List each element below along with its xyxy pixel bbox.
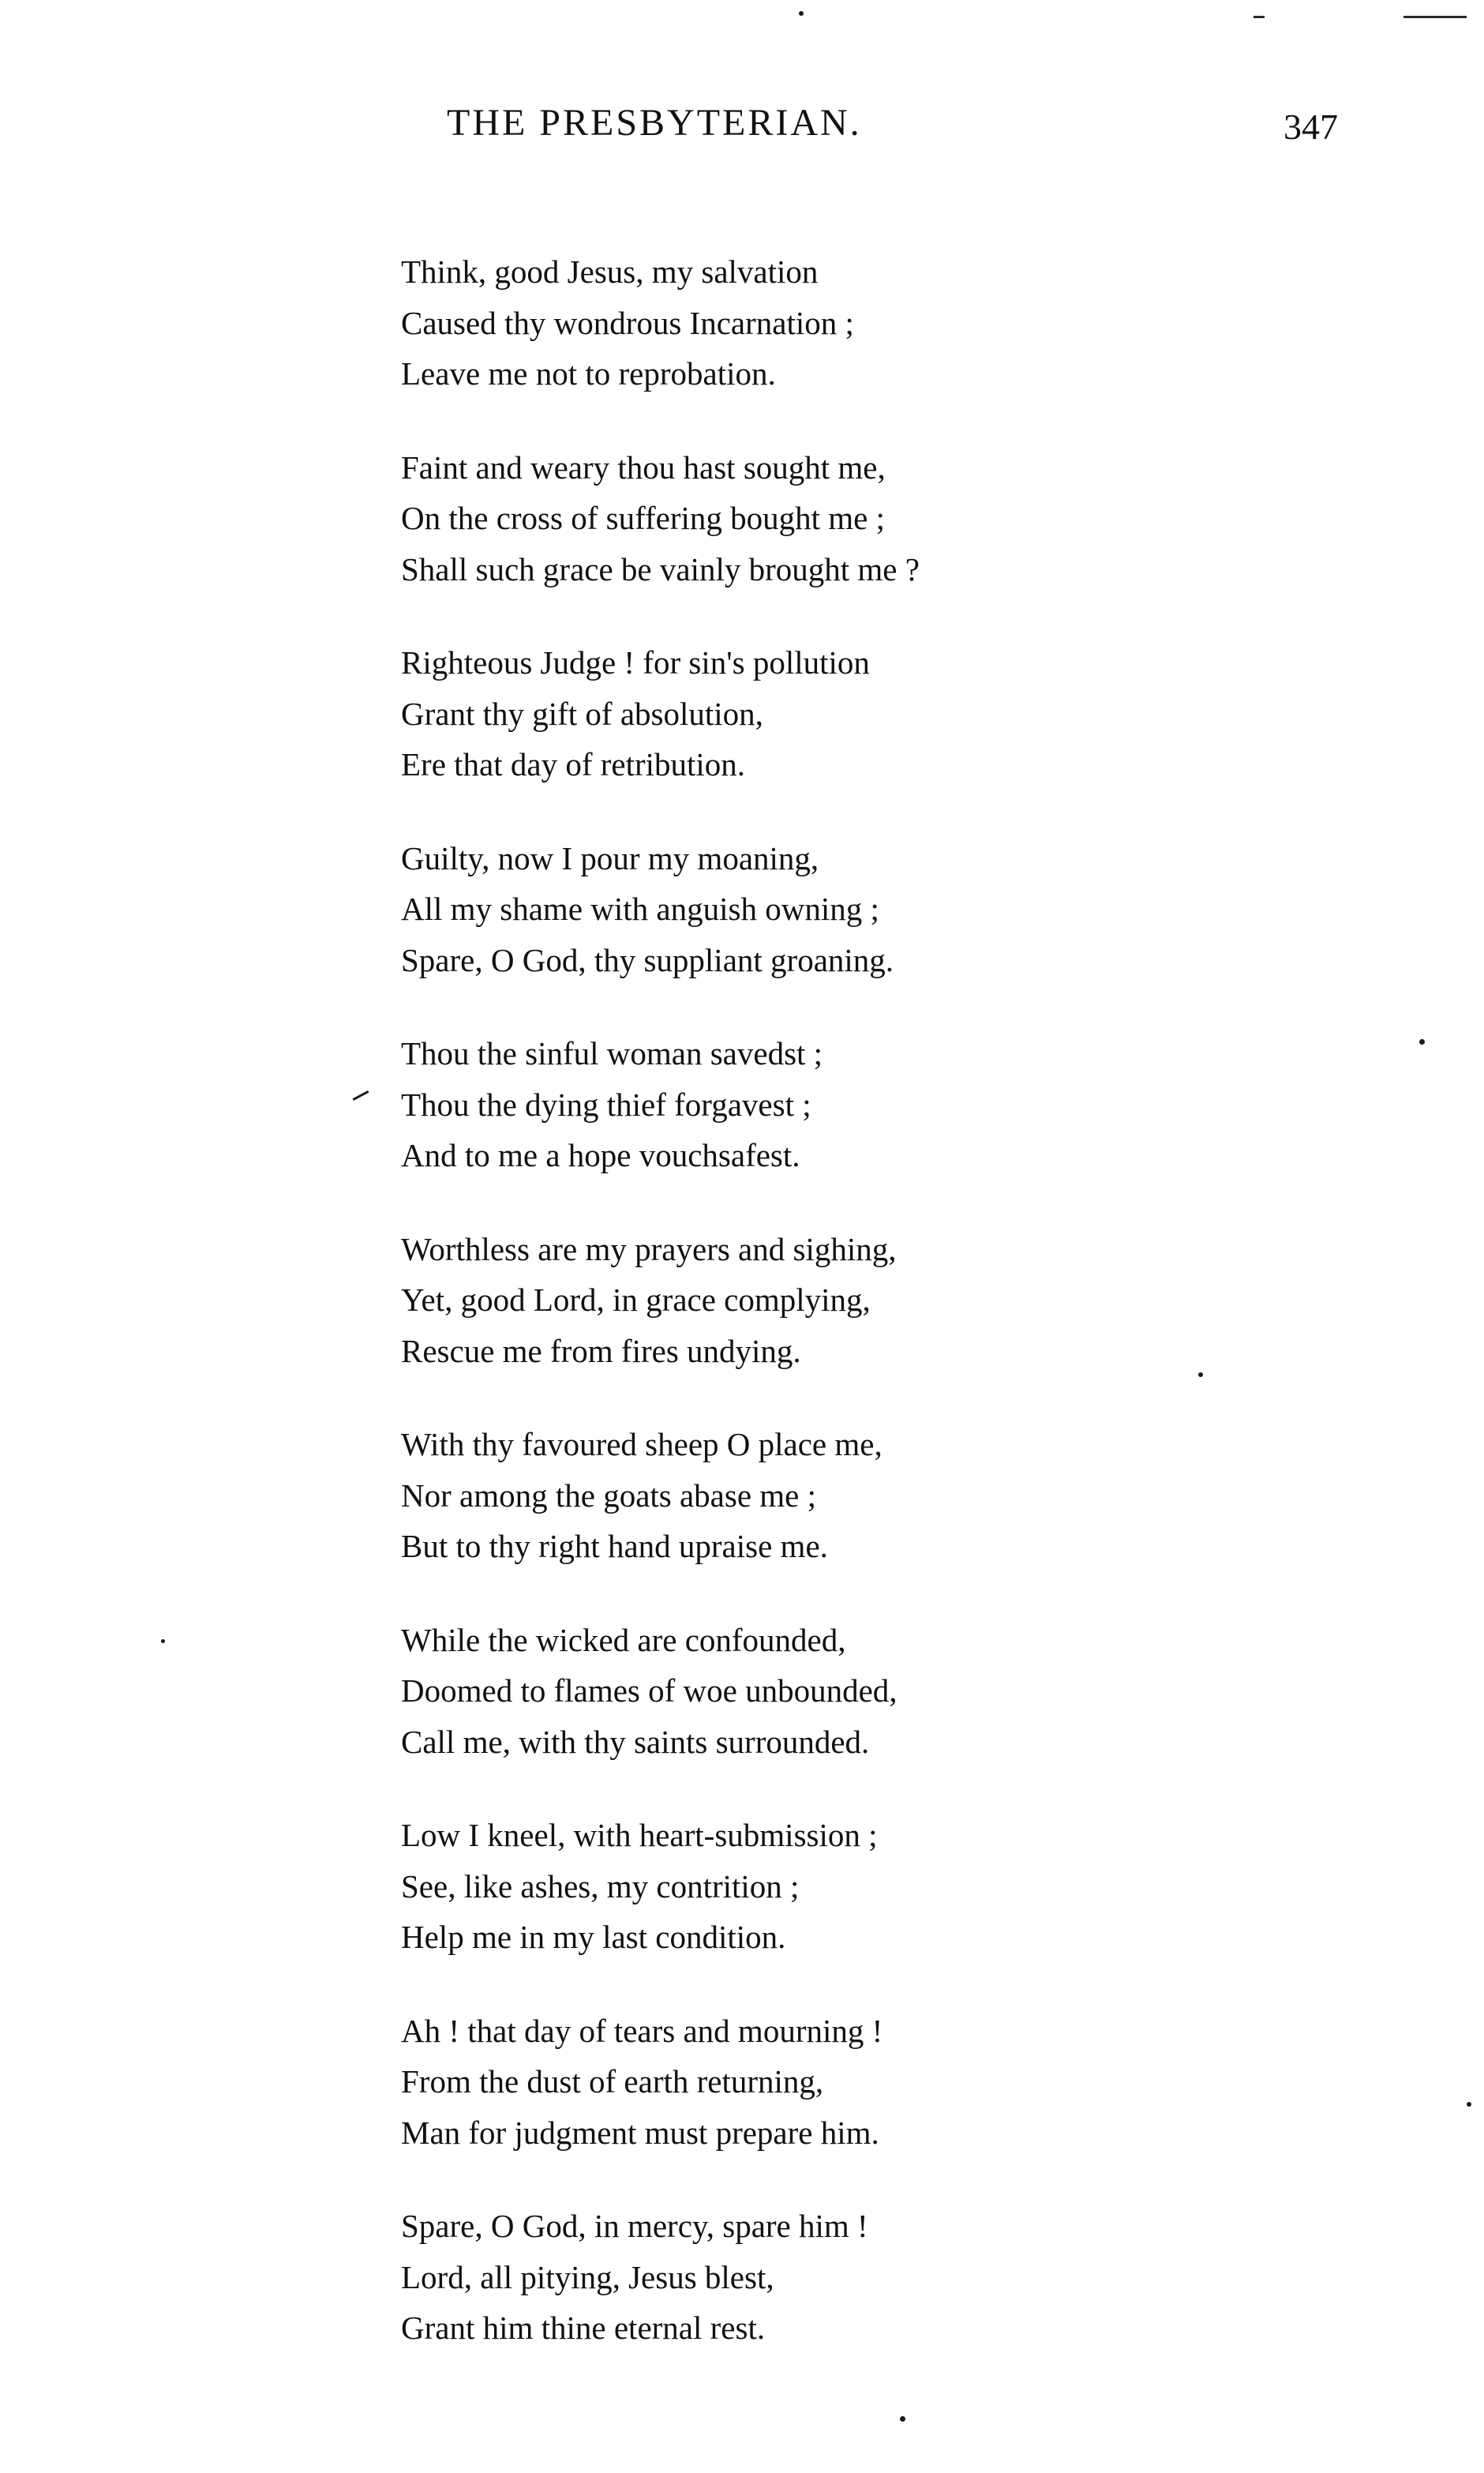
verse-line: Righteous Judge ! for sin's pollution [401,644,870,681]
verse-line: Help me in my last condition. [401,1919,786,1955]
verse-line: Grant thy gift of absolution, [401,695,763,732]
verse-line: Grant him thine eternal rest. [401,2310,766,2346]
ink-speck [1198,1372,1203,1377]
verse-line: Nor among the goats abase me ; [401,1477,817,1514]
verse-line: And to me a hope vouchsafest. [401,1137,800,1173]
stanza-1 [401,246,1348,400]
verse-line: But to thy right hand upraise me. [401,1528,828,1564]
ink-speck [799,11,804,16]
running-head [0,101,1484,164]
verse-line: Call me, with thy saints surrounded. [401,1723,870,1760]
ink-speck [161,1639,165,1643]
stanza-5 [401,1028,1348,1181]
verse-line: Guilty, now I pour my moaning, [401,839,819,876]
stanza-3 [401,637,1348,790]
verse-line: Ere that day of retribution. [401,746,746,782]
ink-speck [900,2416,905,2422]
verse-line: All my shame with anguish owning ; [401,891,879,927]
stanza-4 [401,833,1348,986]
corner-rule [1254,16,1265,18]
margin-tick [353,1090,369,1101]
running-title: THE PRESBYTERIAN. [447,102,862,144]
verse-line: Leave me not to reprobation. [401,355,776,392]
verse-line: Thou the dying thief forgavest ; [401,1086,811,1123]
verse-line: Yet, good Lord, in grace complying, [401,1282,871,1318]
verse-line: With thy favoured sheep O place me, [401,1426,883,1462]
verse-line: Faint and weary thou hast sought me, [401,448,886,486]
stanza-9 [401,1810,1348,1963]
verse-line: See, like ashes, my contrition ; [401,1867,800,1904]
verse-line: Shall such grace be vainly brought me ? [401,550,920,587]
verse-line: On the cross of suffering bought me ; [401,500,885,536]
verse-line: Spare, O God, in mercy, spare him ! [401,2208,868,2244]
corner-rule [1403,16,1467,18]
verse-line: Caused thy wondrous Incarnation ; [401,304,854,341]
verse-line: Think, good Jesus, my salvation [401,253,819,290]
verse-line: Lord, all pitying, Jesus blest, [401,2258,774,2295]
verse-line: Worthless are my prayers and sighing, [401,1230,897,1267]
verse-line: Doomed to flames of woe unbounded, [401,1672,898,1709]
verse-line: While the wicked are confounded, [401,1621,846,1658]
ink-speck [1419,1039,1425,1045]
stanza-2 [401,442,1348,595]
stanza-10 [401,2006,1348,2159]
verse-line: Spare, O God, thy suppliant groaning. [401,941,894,978]
page-number: 347 [1284,107,1338,147]
verse-line: From the dust of earth returning, [401,2063,824,2100]
poem-body [401,246,1348,2396]
stanza-8 [401,1615,1348,1768]
verse-line: Man for judgment must prepare him. [401,2114,879,2151]
verse-line: Thou the sinful woman savedst ; [401,1035,823,1071]
stanza-11 [401,2201,1348,2354]
stanza-6 [401,1224,1348,1377]
verse-line: Ah ! that day of tears and mourning ! [401,2012,883,2049]
stanza-7 [401,1419,1348,1572]
ink-speck [1467,2102,1471,2107]
verse-line: Low I kneel, with heart-submission ; [401,1817,878,1853]
verse-line: Rescue me from fires undying. [401,1332,801,1369]
